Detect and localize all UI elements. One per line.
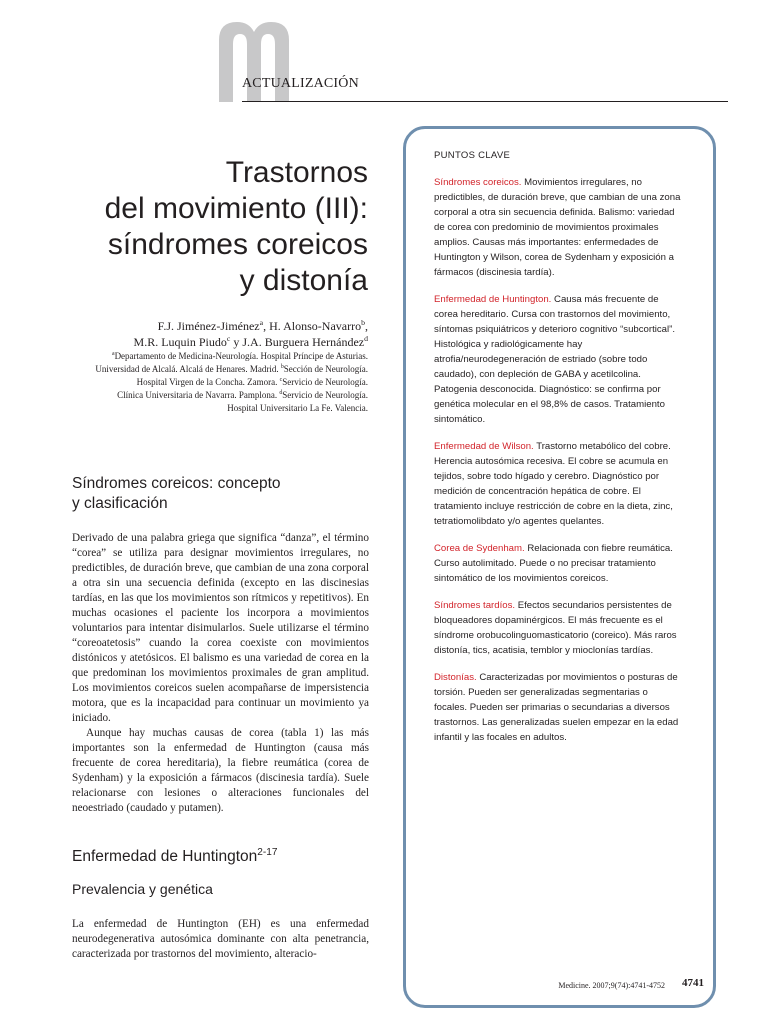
key-point-term: Síndromes tardíos. — [434, 600, 516, 611]
key-point-item — [434, 292, 682, 427]
key-point-term: Enfermedad de Wilson. — [434, 441, 534, 452]
affiliation-line: $^a$Departamento de Medicina-Neurología. Hospital Príncipe de Asturias. — [111, 351, 368, 361]
paragraph: La enfermedad de Huntington (EH) es una enfermedad neurodegenerativa autosómica dominante con alta penetrancia, caracterizada por trastornos del movimiento, alteracio- — [72, 918, 369, 960]
affiliation-list — [38, 350, 368, 415]
header-divider — [242, 101, 728, 102]
affiliation-line: Universidad de Alcalá. Alcalá de Henares. Madrid. $^b$Sección de Neurología. — [95, 364, 368, 374]
key-points-content — [434, 148, 682, 757]
author-list — [38, 318, 368, 350]
key-points-title: PUNTOS CLAVE — [434, 150, 511, 161]
section-2-body — [72, 917, 369, 962]
title-line-3: síndromes coreicos — [107, 228, 368, 261]
section-1-body — [72, 531, 369, 816]
key-point-item — [434, 439, 682, 529]
affiliation-line: Clínica Universitaria de Navarra. Pamplona. $^d$Servicio de Neurología. — [117, 390, 368, 400]
paragraph: Derivado de una palabra griega que significa “danza”, el término “corea” se utiliza para designar movimientos irregulares, no predictibles, de duración breve, que cambian de una zona corporal a otra sin una secuencia definida (excepto en las discinesias tardías, en las que los movimientos son rítmicos y repetitivos). En muchas ocasiones el paciente los incorpora a movimientos voluntarios para intentar disimularlos. Suele utilizarse el término “coreoatetosis” cuando la corea coexiste con movimientos distónicos y atetósicos. El balismo es una variedad de corea en la que predominan los movimientos proximales de gran amplitud. Los movimientos coreicos suelen acompañarse de impersistencia motora, que es la incapacidad para continuar un movimiento ya iniciado. — [72, 532, 369, 724]
key-point-text: Movimientos irregulares, no predictibles, de duración breve, que cambian de una zona corporal a otra sin secuencia definida. Balismo: variedad de corea con predominio de movimientos proximales amplios. Causas más importantes: enfermedades de Huntington y Wilson, corea de Sydenham y exposición a fármacos (discinesia tardía). — [434, 177, 681, 278]
page-number: 4741 — [682, 977, 704, 989]
subsection-heading-prevalencia: Prevalencia y genética — [72, 881, 213, 897]
title-line-4: y distonía — [239, 264, 368, 297]
key-point-item — [434, 175, 682, 280]
key-point-text: Relacionada con fiebre reumática. Curso autolimitado. Puede o no precisar tratamiento sintomático de los movimientos coreicos. — [434, 543, 673, 584]
affiliation-line: Hospital Universitario La Fe. Valencia. — [227, 403, 368, 413]
key-point-term: Síndromes coreicos. — [434, 177, 522, 188]
section-heading-huntington: Enfermedad de Huntington$^{2-17}$ — [72, 846, 278, 865]
key-point-item — [434, 598, 682, 658]
key-point-text: Efectos secundarios persistentes de bloqueadores dopaminérgicos. El más frecuente es el síndrome orobucolinguomasticatorio (coreico). Más raros distonía, tics, acatisia, temblor y mioclonías tardías. — [434, 600, 677, 656]
key-point-text: Causa más frecuente de corea hereditario. Cursa con trastornos del movimiento, síntomas psiquiátricos y deterioro cognitivo “subcortical”. Histológica y radiológicamente hay atrofia/neurodegeneración de estriado (sobre todo caudado), con depleción de GABA y acetilcolina. Patogenia desconocida. Diagnóstico: se confirma por genética molecular en el 98,8% de casos. Tratamiento sintomático. — [434, 294, 676, 425]
key-point-item — [434, 670, 682, 745]
title-line-1: Trastornos — [225, 156, 368, 189]
journal-citation: Medicine. 2007;9(74):4741-4752 — [558, 981, 665, 990]
author-line-2: M.R. Luquin Piudo$^c$ y J.A. Burguera Hernández$^d$ — [133, 334, 368, 349]
key-point-text: Caracterizadas por movimientos o posturas de torsión. Pueden ser generalizadas segmentarias o focales. Pueden ser primarias o secundarias a diversos trastornos. Las generalizadas suelen empezar en la edad infantil y las focales en adultos. — [434, 672, 679, 743]
paragraph: Aunque hay muchas causas de corea (tabla 1) las más importantes son la enfermedad de Huntington (causa más frecuente de corea hereditaria), la fiebre reumática (corea de Sydenham) y la exposición a fármacos (discinesia tardía). Suele relacionarse con lesiones o alteraciones funcionales del neoestriado (caudado y putamen). — [72, 727, 369, 814]
key-point-term: Corea de Sydenham. — [434, 543, 525, 554]
affiliation-line: Hospital Virgen de la Concha. Zamora. $^c$Servicio de Neurología. — [136, 377, 368, 387]
key-point-term: Distonías. — [434, 672, 477, 683]
section-heading-sindromes-coreicos: Síndromes coreicos: concepto y clasificación — [72, 475, 281, 512]
article-title — [38, 155, 368, 299]
section-label: ACTUALIZACIÓN — [242, 76, 359, 91]
author-line-1: F.J. Jiménez-Jiménez$^a$, H. Alonso-Navarro$^b$, — [157, 318, 368, 333]
key-point-item — [434, 541, 682, 586]
key-point-term: Enfermedad de Huntington. — [434, 294, 552, 305]
key-point-text: Trastorno metabólico del cobre. Herencia autosómica recesiva. El cobre se acumula en tejidos, sobre todo hígado y cerebro. Diagnóstico por medición de concentración hepática de cobre. El tratamiento incluye restricción de cobre en la dieta, zinc, tetratiomolibdato y/o agentes quelantes. — [434, 441, 673, 527]
title-line-2: del movimiento (III): — [104, 192, 368, 225]
